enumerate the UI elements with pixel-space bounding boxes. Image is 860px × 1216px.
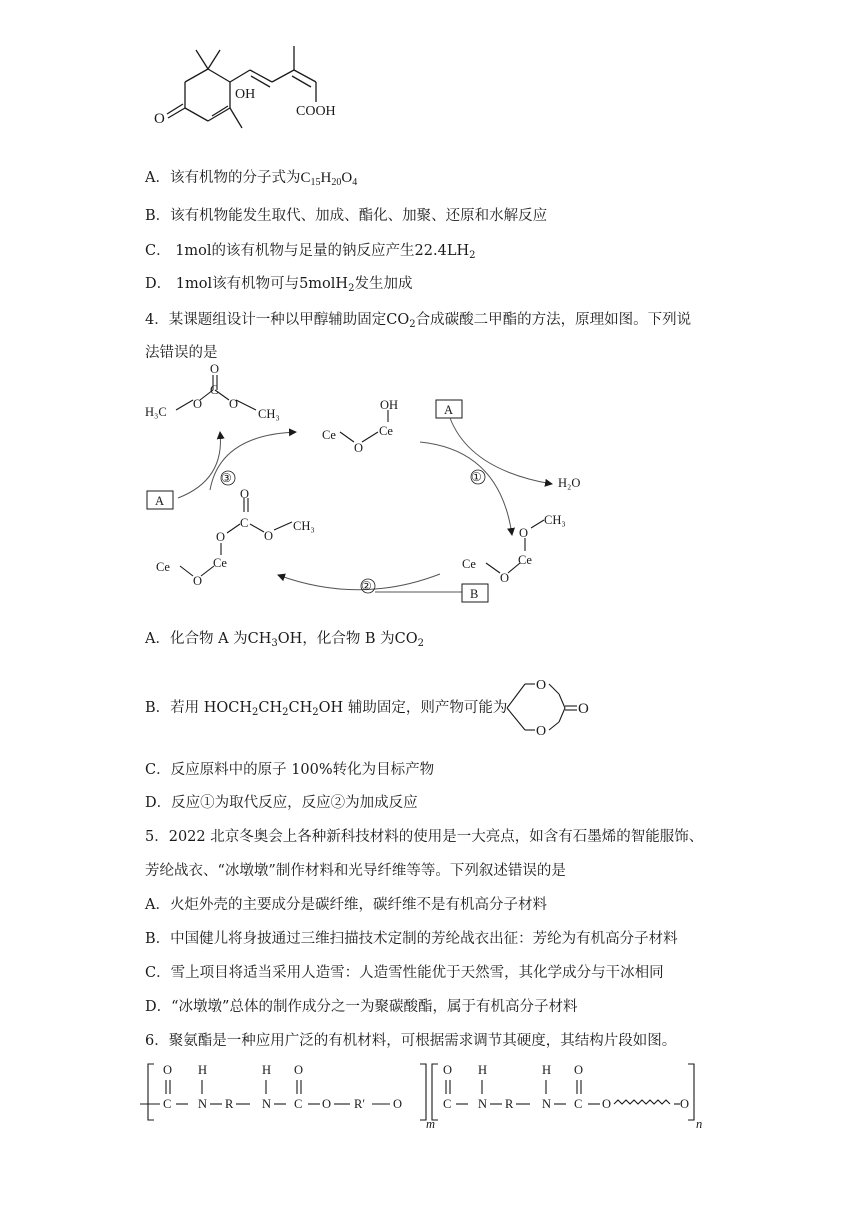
step-1-label: ① bbox=[471, 470, 482, 484]
q4-option-d: D．反应①为取代反应，反应②为加成反应 bbox=[145, 795, 418, 811]
q4-option-c: C．反应原料中的原子 100%转化为目标产物 bbox=[145, 762, 435, 778]
methoxy-ch3: CH₃ bbox=[544, 513, 566, 527]
ce-oh-ce-left: Ce bbox=[322, 428, 336, 442]
carbonyl-oxygen: O bbox=[578, 701, 589, 717]
water-product: H₂O bbox=[558, 476, 581, 490]
pu-r-prime: R′ bbox=[354, 1097, 366, 1111]
pu-c4: C bbox=[574, 1097, 583, 1111]
q5-option-b: B．中国健儿将身披通过三维扫描技术定制的芳纶战衣出征：芳纶为有机高分子材料 bbox=[145, 931, 678, 947]
box-b: B bbox=[470, 587, 479, 601]
box-a-left: A bbox=[155, 494, 165, 508]
q3-option-c: C． 1mol的该有机物与足量的钠反应产生$22.4LH_2$ bbox=[145, 243, 476, 261]
methoxy-ce-left: Ce bbox=[462, 557, 476, 571]
carbonate-o-link: O bbox=[216, 530, 226, 544]
carbonate-ch3: CH₃ bbox=[293, 519, 315, 533]
pu-n4: N bbox=[542, 1097, 552, 1111]
dmc-ch3: CH₃ bbox=[258, 407, 280, 421]
dmc-carbon: C bbox=[210, 383, 219, 397]
q5-stem-line2: 芳纶战衣、“冰墩墩”制作材料和光导纤维等等。下列叙述错误的是 bbox=[145, 863, 566, 879]
ketone-oxygen: O bbox=[154, 111, 165, 127]
dmc-h3c: H₃C bbox=[145, 405, 167, 419]
pu-r2: R bbox=[505, 1097, 514, 1111]
pu-h3: H bbox=[478, 1063, 488, 1077]
pu-h1: H bbox=[198, 1063, 208, 1077]
catalytic-cycle-diagram bbox=[0, 362, 860, 610]
pu-c1: C bbox=[163, 1097, 172, 1111]
q3-option-d: D． 1mol该有机物可与5molH$_2$发生加成 bbox=[145, 276, 413, 294]
step-2-label: ② bbox=[361, 579, 372, 593]
pu-h2: H bbox=[262, 1063, 272, 1077]
q4-stem-line2: 法错误的是 bbox=[145, 345, 218, 361]
q4-stem-line1: 4．某课题组设计一种以甲醇辅助固定$CO_2$合成碳酸二甲酯的方法，原理如图。下列说 bbox=[145, 312, 692, 330]
q5-option-d: D．“冰墩墩”总体的制作成分之一为聚碳酸酯，属于有机高分子材料 bbox=[145, 999, 578, 1015]
q3-option-b: B．该有机物能发生取代、加成、酯化、加聚、还原和水解反应 bbox=[145, 208, 548, 224]
box-a-top: A bbox=[444, 403, 454, 417]
pu-o8: O bbox=[680, 1097, 690, 1111]
pu-subscript-n: n bbox=[696, 1117, 703, 1131]
pu-o1: O bbox=[163, 1063, 173, 1077]
carbonate-ce-left: Ce bbox=[156, 560, 170, 574]
carbonate-ce-right: Ce bbox=[213, 556, 227, 570]
q3-option-a: A．该有机物的分子式为$C_{15}H_{20}O_4$ bbox=[145, 170, 358, 188]
q4-option-a: A．化合物 A 为$CH_3OH$，化合物 B 为$CO_2$ bbox=[145, 631, 425, 649]
pu-o3: O bbox=[322, 1097, 332, 1111]
pu-n3: N bbox=[478, 1097, 488, 1111]
ce-oh-bridge-o: O bbox=[354, 441, 364, 455]
methoxy-ce-right: Ce bbox=[518, 553, 532, 567]
pu-subscript-m: m bbox=[426, 1117, 436, 1131]
pu-c2: C bbox=[294, 1097, 303, 1111]
pu-o2: O bbox=[294, 1063, 304, 1077]
ring-oxygen-bottom: O bbox=[536, 724, 547, 739]
step-3-label: ③ bbox=[221, 471, 232, 485]
pu-o6: O bbox=[574, 1063, 584, 1077]
carbonate-bridge-o: O bbox=[193, 574, 203, 588]
carboxyl-label: COOH bbox=[296, 104, 336, 119]
ce-oh-hydroxyl: OH bbox=[380, 398, 399, 412]
polyurethane-structure bbox=[140, 1060, 720, 1130]
pu-h4: H bbox=[542, 1063, 552, 1077]
q5-option-a: A．火炬外壳的主要成分是碳纤维，碳纤维不是有机高分子材料 bbox=[145, 897, 547, 913]
methoxy-oxygen: O bbox=[519, 526, 529, 540]
carbonate-o-right: O bbox=[264, 529, 274, 543]
pu-n2: N bbox=[262, 1097, 272, 1111]
abscisic-acid-structure bbox=[140, 10, 340, 140]
hydroxyl-label: OH bbox=[235, 87, 256, 102]
carbonate-o-top: O bbox=[240, 487, 250, 501]
dmc-oxygen-left: O bbox=[193, 397, 203, 411]
pu-o5: O bbox=[443, 1063, 453, 1077]
pu-c3: C bbox=[443, 1097, 452, 1111]
ring-oxygen-top: O bbox=[536, 678, 547, 693]
pu-o7: O bbox=[602, 1097, 612, 1111]
carbonate-carbon: C bbox=[240, 516, 249, 530]
q6-stem: 6．聚氨酯是一种应用广泛的有机材料，可根据需求调节其硬度，其结构片段如图。 bbox=[145, 1033, 677, 1049]
pu-n1: N bbox=[198, 1097, 208, 1111]
cyclic-carbonate-structure bbox=[495, 672, 605, 747]
pu-r1: R bbox=[225, 1097, 234, 1111]
q5-option-c: C．雪上项目将适当采用人造雪：人造雪性能优于天然雪，其化学成分与干冰相同 bbox=[145, 965, 664, 981]
dmc-oxygen-right: O bbox=[229, 397, 239, 411]
q4-option-b: B．若用 $HOCH_2CH_2CH_2OH$ 辅助固定，则产物可能为 bbox=[145, 700, 508, 718]
methoxy-bridge-o: O bbox=[500, 571, 510, 585]
dmc-oxygen-top: O bbox=[210, 362, 220, 376]
q5-stem-line1: 5．2022 北京冬奥会上各种新科技材料的使用是一大亮点，如含有石墨烯的智能服饰、 bbox=[145, 829, 704, 845]
ce-oh-ce-right: Ce bbox=[379, 424, 393, 438]
pu-o4: O bbox=[393, 1097, 403, 1111]
